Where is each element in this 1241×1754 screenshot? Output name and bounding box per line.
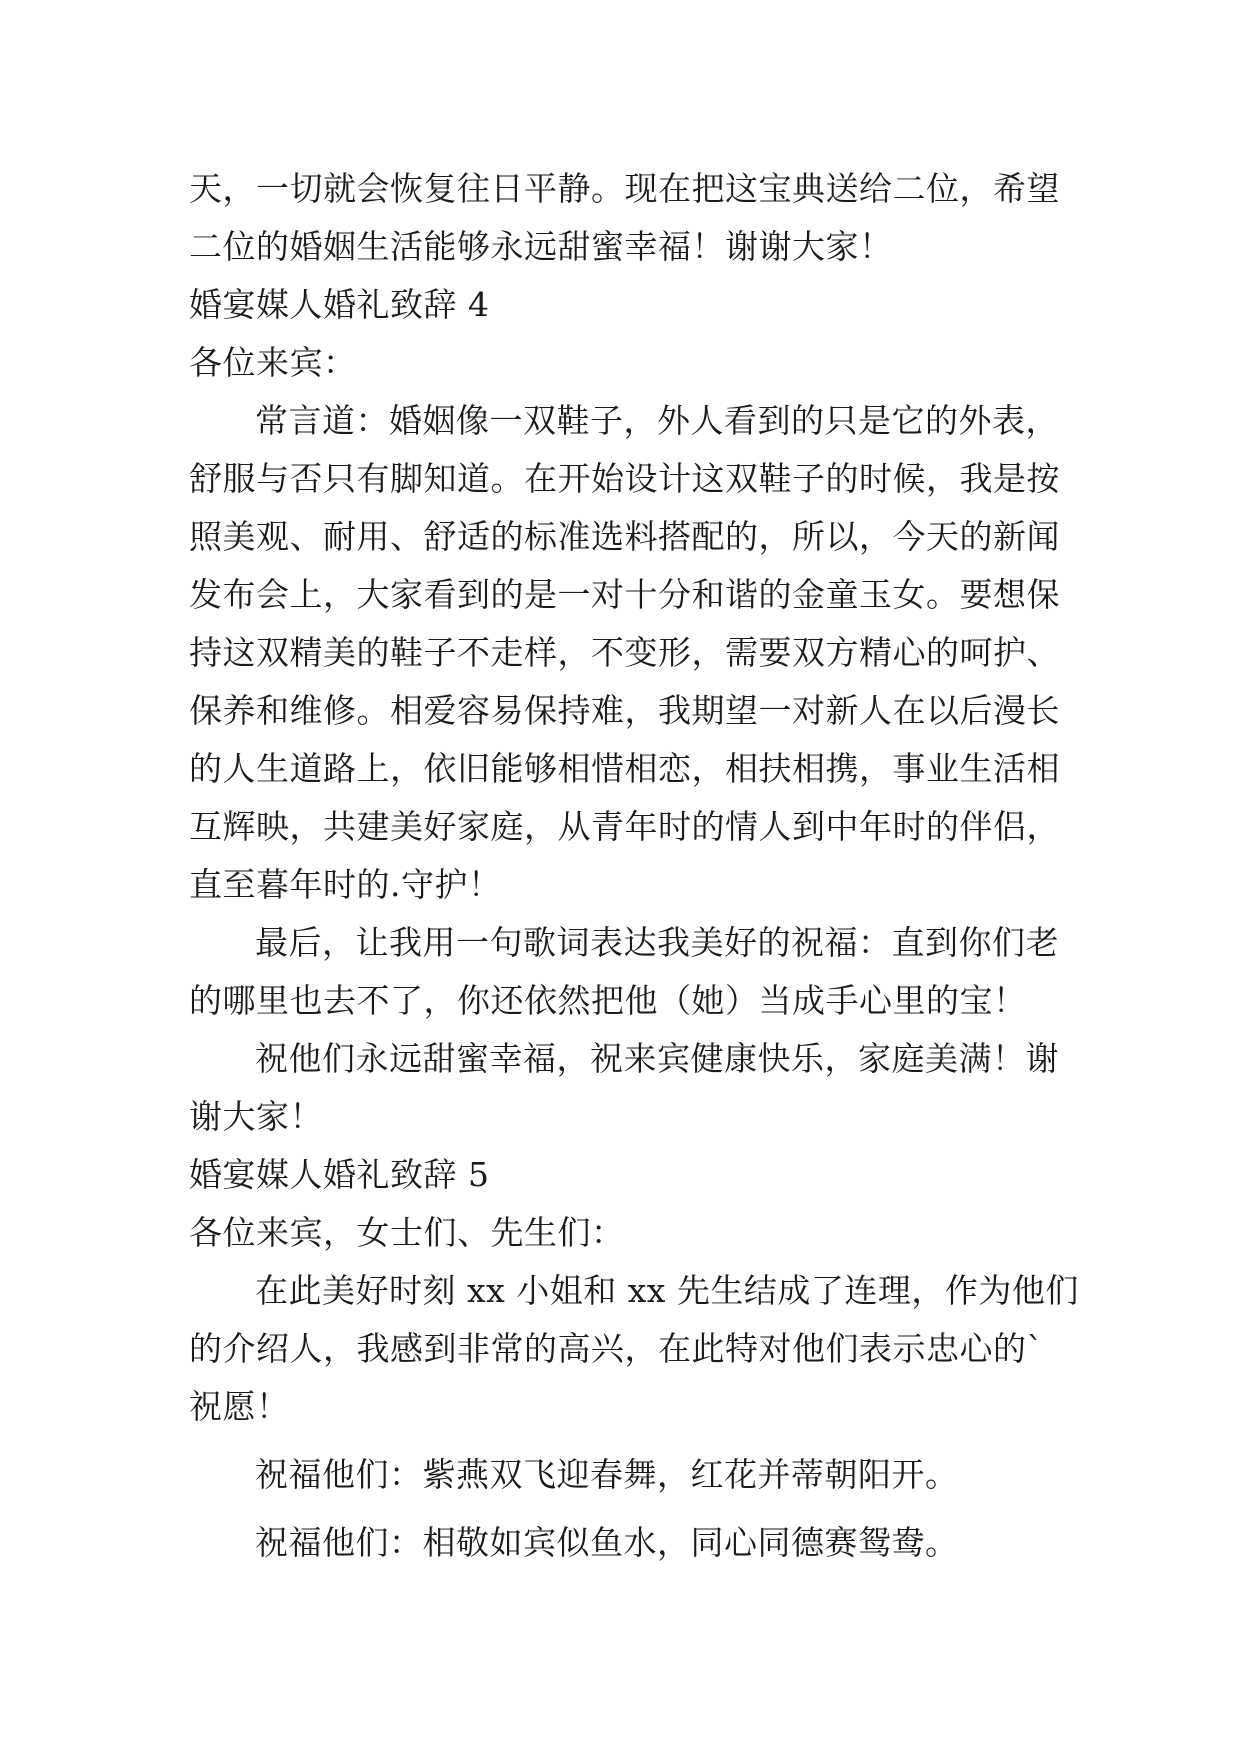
paragraph-line: 互辉映，共建美好家庭，从青年时的情人到中年时的伴侣， <box>189 807 1060 846</box>
section-heading: 婚宴媒人婚礼致辞 5 <box>189 1155 490 1194</box>
paragraph-line: 常言道：婚姻像一双鞋子，外人看到的只是它的外表， <box>255 401 1059 440</box>
section-heading: 婚宴媒人婚礼致辞 4 <box>189 285 490 324</box>
paragraph-line: 祝福他们：紫燕双飞迎春舞，红花并蒂朝阳开。 <box>255 1455 959 1494</box>
salutation: 各位来宾： <box>189 343 357 382</box>
salutation: 各位来宾，女士们、先生们： <box>189 1213 625 1252</box>
paragraph-line: 保养和维修。相爱容易保持难，我期望一对新人在以后漫长 <box>189 691 1060 730</box>
paragraph-line: 照美观、耐用、舒适的标准选料搭配的，所以，今天的新闻 <box>189 517 1060 556</box>
paragraph-line: 最后，让我用一句歌词表达我美好的祝福：直到你们老 <box>255 923 1059 962</box>
paragraph-gap <box>189 1504 1059 1514</box>
paragraph-line: 直至暮年时的.守护！ <box>189 865 502 904</box>
paragraph-line: 的人生道路上，依旧能够相惜相恋，相扶相携，事业生活相 <box>189 749 1060 788</box>
document-body <box>189 160 1079 1572</box>
paragraph-line: 在此美好时刻 xx 小姐和 xx 先生结成了连理，作为他们 <box>255 1271 1079 1310</box>
paragraph-line: 的介绍人，我感到非常的高兴，在此特对他们表示忠心的` <box>189 1329 1044 1368</box>
paragraph-line: 持这双精美的鞋子不走样，不变形，需要双方精心的呵护、 <box>189 633 1060 672</box>
paragraph-line: 的哪里也去不了，你还依然把他（她）当成手心里的宝！ <box>189 981 1027 1020</box>
paragraph-line: 二位的婚姻生活能够永远甜蜜幸福！谢谢大家！ <box>189 227 893 266</box>
paragraph-line: 天，一切就会恢复往日平静。现在把这宝典送给二位，希望 <box>189 169 1060 208</box>
paragraph-line: 祝他们永远甜蜜幸福，祝来宾健康快乐，家庭美满！谢 <box>255 1039 1059 1078</box>
paragraph-line: 祝福他们：相敬如宾似鱼水，同心同德赛鸳鸯。 <box>255 1523 959 1562</box>
paragraph-line: 发布会上，大家看到的是一对十分和谐的金童玉女。要想保 <box>189 575 1060 614</box>
paragraph-line: 舒服与否只有脚知道。在开始设计这双鞋子的时候，我是按 <box>189 459 1060 498</box>
paragraph-gap <box>189 1436 1059 1446</box>
paragraph-line: 谢大家！ <box>189 1097 323 1136</box>
paragraph-line: 祝愿！ <box>189 1387 290 1426</box>
